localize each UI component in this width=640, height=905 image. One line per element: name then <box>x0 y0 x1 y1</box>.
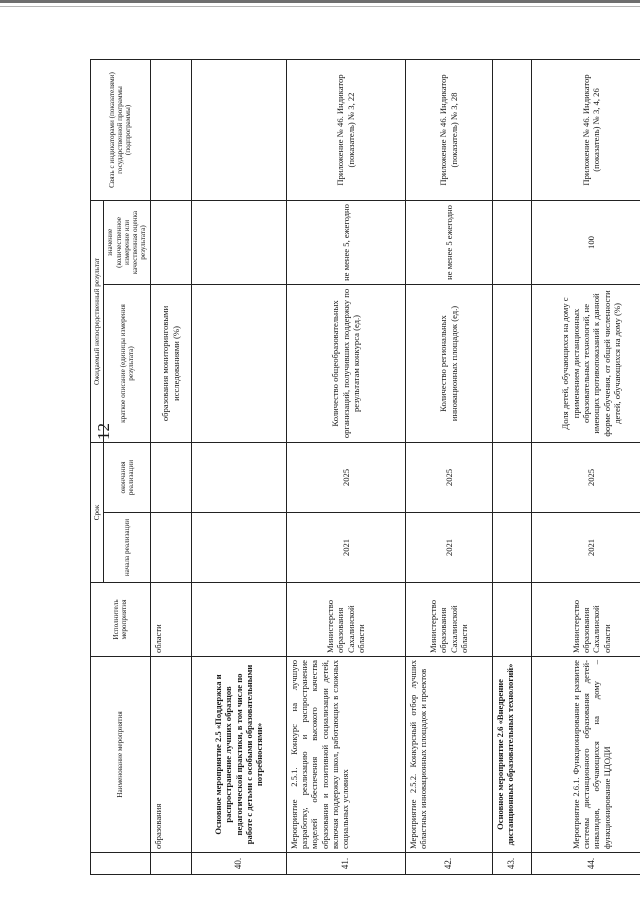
header-executor: Исполнитель мероприятия <box>91 583 151 657</box>
header-start: начала реализации <box>104 513 150 583</box>
row-start <box>492 513 531 583</box>
row-name: Мероприятие 2.5.2. Конкурсный отбор лучших областных инновационных площадок и проектов <box>405 657 492 853</box>
header-term: Срок <box>91 442 104 582</box>
row-link: Приложение № 46. Индикатор (показатель) № 3, 28 <box>405 59 492 200</box>
row-end: 2025 <box>286 442 405 512</box>
row-value <box>492 200 531 284</box>
row-end <box>150 442 191 512</box>
table-row <box>405 59 492 874</box>
row-name: Мероприятие 2.6.1. Функционирование и развитие системы дистанционного образования детей-инвалидов, обучающихся на дому – функционирование ЦДОДИ <box>531 657 640 853</box>
row-number: 42. <box>405 853 492 875</box>
table-row <box>191 59 286 874</box>
row-executor: Министерство образования Сахалинской области <box>405 583 492 657</box>
row-executor: Министерство образования Сахалинской области <box>286 583 405 657</box>
table-row <box>531 59 640 874</box>
table-row <box>150 59 191 874</box>
header-value: значение (количественное измерение или качественная оценка результата) <box>104 200 150 284</box>
rotated-page <box>90 60 622 875</box>
row-value <box>191 200 286 284</box>
row-start: 2021 <box>405 513 492 583</box>
scan-top-edge-thin <box>0 6 640 7</box>
row-start: 2021 <box>531 513 640 583</box>
row-short: Количество региональных инновационных площадок (ед.) <box>405 284 492 442</box>
row-start <box>150 513 191 583</box>
header-expected: Ожидаемый непосредственный результат <box>91 200 104 442</box>
header-end: окончания реализации <box>104 442 150 512</box>
row-number <box>150 853 191 875</box>
row-link <box>191 59 286 200</box>
row-value: не менее 5 ежегодно <box>405 200 492 284</box>
scan-top-edge <box>0 0 640 3</box>
table-row <box>492 59 531 874</box>
row-short <box>191 284 286 442</box>
row-name: образования <box>150 657 191 853</box>
row-name: Основное мероприятие 2.6 «Внедрение дистанционных образовательных технологий» <box>492 657 531 853</box>
row-link: Приложение № 46. Индикатор (показатель) № 3, 22 <box>286 59 405 200</box>
row-start: 2021 <box>286 513 405 583</box>
header-row-1 <box>91 59 104 874</box>
row-number: 44. <box>531 853 640 875</box>
row-executor <box>492 583 531 657</box>
row-short <box>492 284 531 442</box>
row-link <box>492 59 531 200</box>
row-executor: Министерство образования Сахалинской области <box>531 583 640 657</box>
row-name: Основное мероприятие 2.5 «Поддержка и распространение лучших образцов педагогической практики, в том числе по работе с детьми с особыми образовательными потребностями» <box>191 657 286 853</box>
row-end <box>191 442 286 512</box>
row-start <box>191 513 286 583</box>
row-link <box>150 59 191 200</box>
header-link: Связь с индикаторами (показателями) государственной программы (подпрограммы) <box>91 59 151 200</box>
row-value <box>150 200 191 284</box>
row-end: 2025 <box>531 442 640 512</box>
row-value: 100 <box>531 200 640 284</box>
table-row <box>286 59 405 874</box>
header-short: краткое описание (единицы измерения результата) <box>104 284 150 442</box>
row-short: Количество общеобразовательных организаций, получивших поддержку по результатам конкурса (ед.) <box>286 284 405 442</box>
row-link: Приложение № 46. Индикатор (показатель) № 3, 4, 26 <box>531 59 640 200</box>
row-value: не менее 5, ежегодно <box>286 200 405 284</box>
row-number: 43. <box>492 853 531 875</box>
row-short: Доля детей, обучающихся на дому с применением дистанционных образовательных технологий, не имеющих противопоказаний к данной форме обучения, от общей численности детей, обучающихся на дому (%) <box>531 284 640 442</box>
header-num <box>91 853 151 875</box>
row-number: 40. <box>191 853 286 875</box>
row-name: Мероприятие 2.5.1. Конкурс на лучшую разработку, реализацию и распространение моделей обеспечения высокого качества образования и позитивной социализации детей, включая поддержку школ, работающих в сложных социальных условиях <box>286 657 405 853</box>
page-number: 12 <box>94 423 113 440</box>
measures-table <box>90 59 640 875</box>
header-name: Наименование мероприятия <box>91 657 151 853</box>
row-executor <box>191 583 286 657</box>
row-short: образования мониторинговыми исследованиями (%) <box>150 284 191 442</box>
row-executor: области <box>150 583 191 657</box>
row-end: 2025 <box>405 442 492 512</box>
row-end <box>492 442 531 512</box>
row-number: 41. <box>286 853 405 875</box>
